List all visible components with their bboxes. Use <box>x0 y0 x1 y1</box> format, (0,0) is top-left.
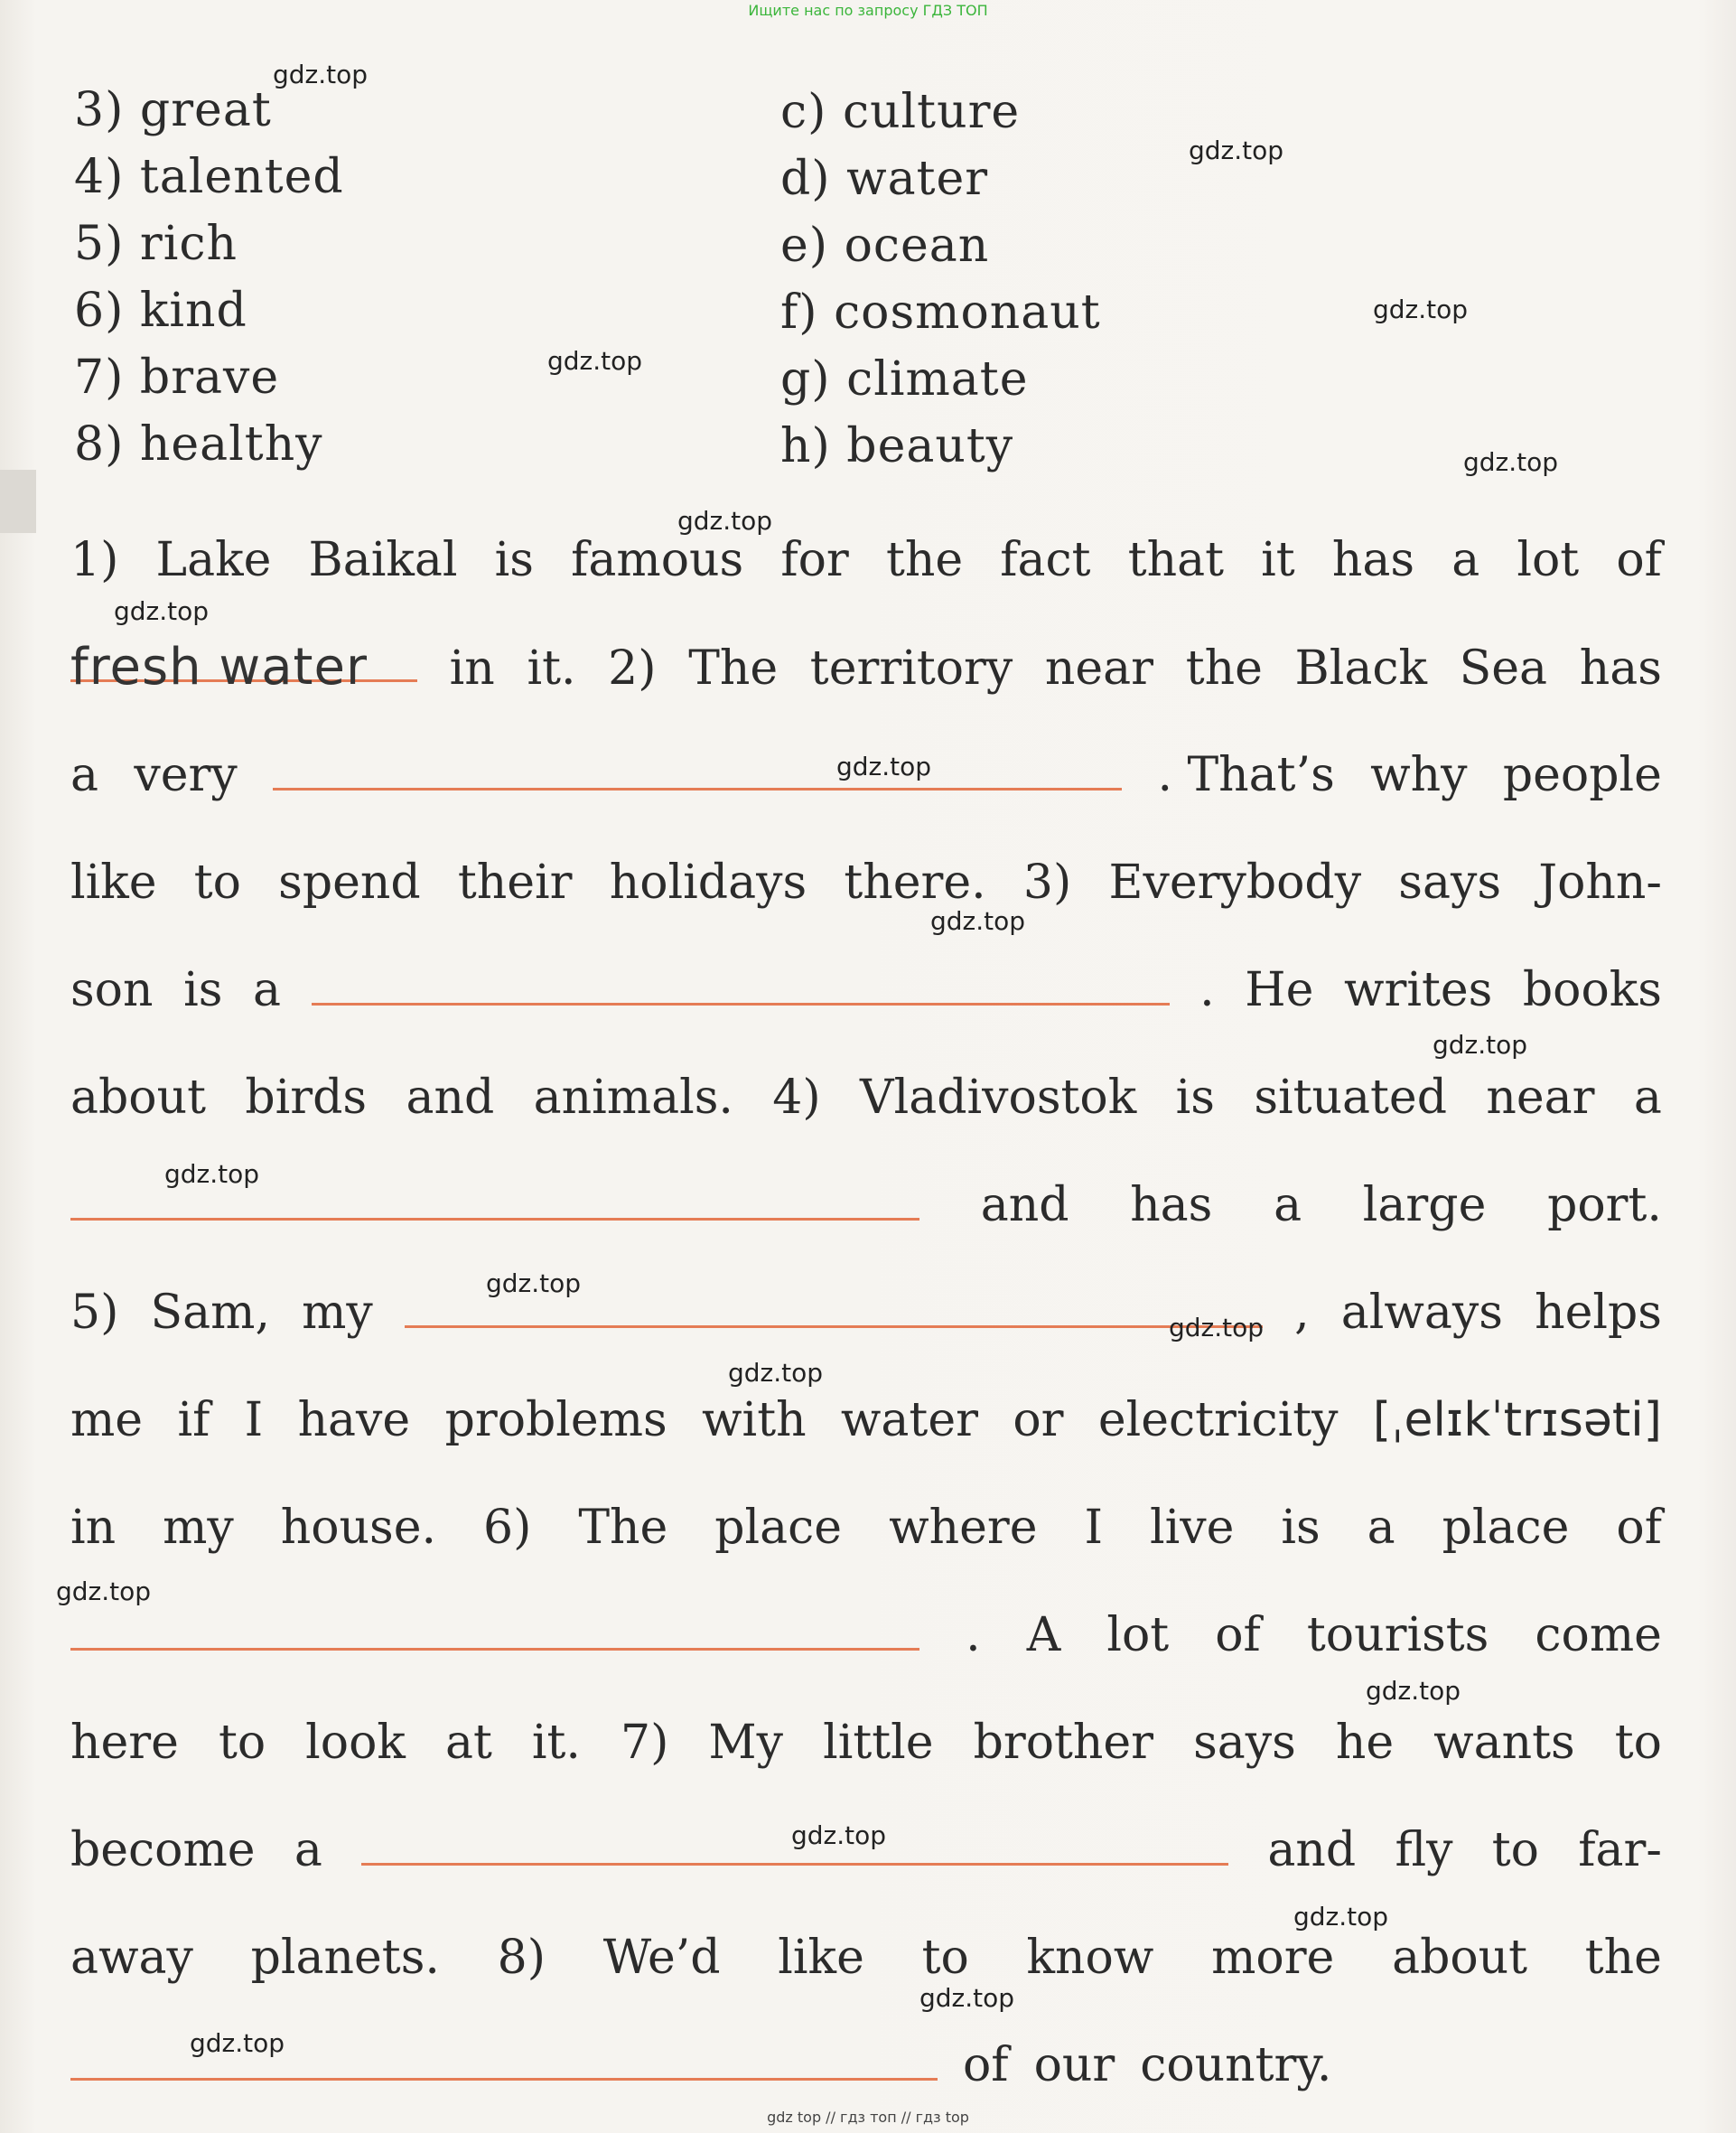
word: our <box>1033 2038 1115 2092</box>
right-item-g: g) climate <box>780 352 1029 407</box>
word: to <box>921 1931 969 1985</box>
word: port. <box>1547 1178 1662 1232</box>
watermark: gdz.top <box>1293 1902 1389 1932</box>
word: Black <box>1294 641 1427 696</box>
word: large <box>1362 1178 1487 1232</box>
word: very <box>134 748 238 802</box>
watermark: gdz.top <box>919 1983 1015 2013</box>
answer-blank-2[interactable] <box>273 744 1122 791</box>
watermark: gdz.top <box>190 2028 285 2058</box>
word: Baikal <box>308 533 458 587</box>
text-line-7 <box>70 1174 1662 1237</box>
word: 5) <box>70 1286 119 1340</box>
word: The <box>578 1501 668 1555</box>
word: and <box>1267 1823 1357 1877</box>
text-line-14 <box>70 1926 1662 1989</box>
word: tourists <box>1306 1608 1489 1662</box>
word: a <box>70 748 99 802</box>
word: it. <box>531 1716 581 1770</box>
word: lot <box>1517 533 1580 587</box>
word: planets. <box>250 1931 440 1985</box>
word: in <box>70 1501 117 1555</box>
word: there. <box>844 856 986 910</box>
word: away <box>70 1931 193 1985</box>
right-item-c: c) culture <box>780 85 1021 139</box>
right-item-f: f) cosmonaut <box>780 285 1101 340</box>
left-item-8: 8) healthy <box>74 417 323 472</box>
word: has <box>1579 641 1662 696</box>
word: 4) <box>772 1071 821 1125</box>
watermark: gdz.top <box>1189 136 1284 165</box>
word: look <box>305 1716 406 1770</box>
left-item-5: 5) rich <box>74 217 238 271</box>
word: of <box>1215 1608 1261 1662</box>
word: . <box>1199 963 1215 1017</box>
word: have <box>297 1393 411 1447</box>
word: place <box>714 1501 843 1555</box>
word: near <box>1044 641 1154 696</box>
word: a <box>1367 1501 1395 1555</box>
word: problems <box>444 1393 667 1447</box>
word: has <box>1130 1178 1213 1232</box>
word: holidays <box>609 856 807 910</box>
word: has <box>1331 533 1415 587</box>
page-edge-tab <box>0 470 36 533</box>
right-item-e: e) ocean <box>780 219 990 273</box>
word: where <box>889 1501 1038 1555</box>
word: son <box>70 963 154 1017</box>
text-line-1 <box>70 529 1662 592</box>
word: We’d <box>602 1931 721 1985</box>
text-line-12 <box>70 1711 1662 1774</box>
word: my <box>302 1286 373 1340</box>
word: writes <box>1343 963 1493 1017</box>
word: wants <box>1433 1716 1575 1770</box>
word: house. <box>280 1501 437 1555</box>
left-item-7: 7) brave <box>74 351 280 405</box>
word: Sam, <box>150 1286 270 1340</box>
left-item-4: 4) talented <box>74 150 344 204</box>
word: for <box>780 533 849 587</box>
word: live <box>1149 1501 1235 1555</box>
word: fly <box>1395 1823 1453 1877</box>
text-line-6 <box>70 1066 1662 1129</box>
word: their <box>457 856 573 910</box>
word: 8) <box>497 1931 546 1985</box>
word: is <box>183 963 223 1017</box>
word: My <box>708 1716 784 1770</box>
word: and <box>406 1071 495 1125</box>
word: a <box>294 1823 322 1877</box>
word: situated <box>1254 1071 1447 1125</box>
watermark: gdz.top <box>547 346 643 376</box>
word: a <box>252 963 281 1017</box>
watermark: gdz.top <box>1463 447 1559 477</box>
word: Vladivostok <box>860 1071 1137 1125</box>
word: that <box>1127 533 1224 587</box>
text-line-10 <box>70 1496 1662 1559</box>
watermark: gdz.top <box>836 752 932 781</box>
word: if <box>177 1393 210 1447</box>
watermark: gdz.top <box>1433 1030 1528 1060</box>
watermark: gdz.top <box>486 1268 582 1298</box>
word: 3) <box>1022 856 1072 910</box>
word: little <box>823 1716 934 1770</box>
handwritten-answer: fresh water <box>70 638 368 697</box>
word: far- <box>1578 1823 1662 1877</box>
word: water <box>840 1393 978 1447</box>
word: Everybody <box>1108 856 1362 910</box>
top-banner[interactable]: Ищите нас по запросу ГДЗ ТОП <box>748 2 988 19</box>
word: of <box>1616 1501 1662 1555</box>
word: I <box>244 1393 264 1447</box>
word: why <box>1370 748 1468 802</box>
word: . That’s <box>1157 748 1335 802</box>
word: Lake <box>155 533 272 587</box>
word: is <box>494 533 534 587</box>
word: The <box>688 641 779 696</box>
word: is <box>1175 1071 1215 1125</box>
watermark: gdz.top <box>114 596 210 626</box>
word: says <box>1398 856 1502 910</box>
word: about <box>1392 1931 1528 1985</box>
word: brother <box>973 1716 1154 1770</box>
watermark: gdz.top <box>1373 295 1469 324</box>
word: place <box>1442 1501 1570 1555</box>
text-line-15 <box>70 2034 1662 2097</box>
word: He <box>1245 963 1314 1017</box>
word: me <box>70 1393 144 1447</box>
word: like <box>778 1931 864 1985</box>
word: is <box>1281 1501 1321 1555</box>
word: about <box>70 1071 206 1125</box>
word: to <box>193 856 241 910</box>
word: like <box>70 856 157 910</box>
word: territory <box>809 641 1013 696</box>
word: more <box>1211 1931 1335 1985</box>
text-line-2 <box>70 636 1662 699</box>
word: to <box>1491 1823 1539 1877</box>
word: 1) <box>70 533 119 587</box>
word: famous <box>571 533 744 587</box>
watermark: gdz.top <box>164 1159 260 1189</box>
word: people <box>1502 748 1662 802</box>
word: it. <box>527 641 576 696</box>
watermark: gdz.top <box>1366 1676 1461 1706</box>
word: a <box>1451 533 1480 587</box>
word: spend <box>278 856 421 910</box>
word: 7) <box>621 1716 669 1770</box>
word: the <box>885 533 964 587</box>
word: or <box>1013 1393 1064 1447</box>
text-line-11 <box>70 1604 1662 1667</box>
word: lot <box>1106 1608 1170 1662</box>
answer-blank-1[interactable] <box>70 636 417 697</box>
right-item-h: h) beauty <box>780 419 1014 473</box>
text-line-5 <box>70 959 1662 1022</box>
watermark: gdz.top <box>56 1576 152 1606</box>
word: A <box>1026 1608 1061 1662</box>
word: 6) <box>483 1501 532 1555</box>
word: come <box>1535 1608 1662 1662</box>
word: Sea <box>1459 641 1548 696</box>
right-item-d: d) water <box>780 152 989 206</box>
word: to <box>1614 1716 1662 1770</box>
word: helps <box>1535 1286 1662 1340</box>
word: at <box>444 1716 492 1770</box>
word: to <box>218 1716 266 1770</box>
word: of <box>1616 533 1662 587</box>
word: . <box>966 1608 981 1662</box>
text-line-9 <box>70 1389 1662 1452</box>
left-item-3: 3) great <box>74 83 272 137</box>
watermark: gdz.top <box>273 60 369 89</box>
word: become <box>70 1823 256 1877</box>
word: , <box>1294 1286 1310 1340</box>
answer-blank-6[interactable] <box>70 1604 919 1651</box>
word: know <box>1026 1931 1154 1985</box>
answer-blank-3[interactable] <box>312 959 1170 1006</box>
watermark: gdz.top <box>728 1358 824 1388</box>
bottom-banner[interactable]: gdz top // гдз топ // гдз top <box>767 2109 969 2126</box>
word: country. <box>1140 2038 1332 2092</box>
word: the <box>1185 641 1263 696</box>
word: he <box>1335 1716 1395 1770</box>
watermark: gdz.top <box>930 906 1026 936</box>
word: books <box>1522 963 1662 1017</box>
watermark: gdz.top <box>677 506 773 536</box>
word: it <box>1261 533 1295 587</box>
word: birds <box>245 1071 368 1125</box>
word: and <box>980 1178 1069 1232</box>
word: John- <box>1538 856 1662 910</box>
word: 2) <box>608 641 657 696</box>
word: the <box>1584 1931 1662 1985</box>
word: my <box>163 1501 234 1555</box>
word: animals. <box>533 1071 733 1125</box>
word: near <box>1486 1071 1595 1125</box>
word: I <box>1084 1501 1103 1555</box>
text-line-8 <box>70 1281 1662 1344</box>
word: always <box>1340 1286 1503 1340</box>
word: in <box>449 641 495 696</box>
word: fact <box>1000 533 1091 587</box>
word: says <box>1193 1716 1296 1770</box>
text-line-4 <box>70 851 1662 914</box>
word: a <box>1274 1178 1302 1232</box>
word: electricity <box>1097 1393 1339 1447</box>
word: of <box>963 2038 1009 2092</box>
watermark: gdz.top <box>791 1820 887 1850</box>
left-item-6: 6) kind <box>74 284 247 338</box>
word: [ˌelɪkˈtrɪsəti] <box>1372 1393 1662 1447</box>
word: here <box>70 1716 179 1770</box>
word: with <box>702 1393 807 1447</box>
watermark: gdz.top <box>1169 1313 1265 1342</box>
word: a <box>1633 1071 1662 1125</box>
